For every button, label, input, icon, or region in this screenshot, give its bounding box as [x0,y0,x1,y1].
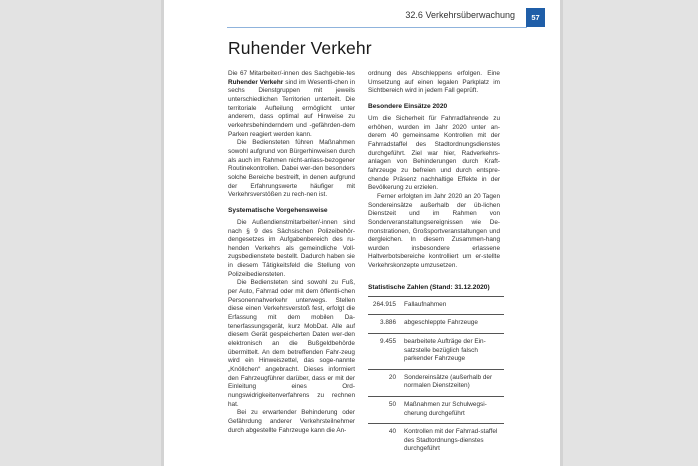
stat-value: 9.455 [380,337,396,345]
page-edge-right [560,0,563,466]
paragraph-measures: Die Bediensteten führen Maßnahmen sowohl aufgrund von Bürgerhinweisen durch als auch im Rahmen nicht-anlass-bezogener Routinekontrollen. Dabei wer-den besonders solche Bereiche bestreift, in denen aufgrund der Erfahrungswerte häufiger mit Verkehrsverstößen zu rech-nen ist. [228,139,355,199]
section-heading-systematic: Systematische Vorgehensweise [228,206,328,214]
stat-label: Maßnahmen zur Schulwegsi-cherung durchgeführt [404,400,487,417]
paragraph-towing: Bei zu erwartender Behinderung oder Gefährdung anderer Verkehrsteilnehmer durch abgestellte Fahrzeuge kann die An- [228,409,355,434]
stat-value: 3.886 [380,319,396,327]
table-row [368,396,504,423]
stat-value: 264.915 [372,300,396,308]
paragraph-procedure: Die Bediensteten sind sowohl zu Fuß, per Auto, Fahrrad oder mit dem öffentli-chen Personennahverkehr unterwegs. Stellen diese einen Verkehrsverstoß fest, erfolgt die Erfassung mit dem mobilen Da-tenerfassungsgerät, kurz MobDat. Alle auf diesem Gerät gespeicherten Daten wer-den elektronisch an die Bußgeldbehörde übermittelt. An dem betreffenden Fahr-zeug wird ein Hinweiszettel, das soge-nannte „Knöllchen“ angebracht. Dieses informiert den Fahrzeugführer darüber, dass er mit der Einleitung eines Ord-nungswidrigkeitenverfahrens zu rechnen hat. [228,279,355,408]
document-page [164,0,560,466]
stat-value: 40 [388,428,396,436]
stat-value: 50 [388,400,396,408]
paragraph-bicycle: Um die Sicherheit für Fahrradfahrende zu erhöhen, wurden im Jahr 2020 unter an-derem 40 gemeinsame Kontrollen mit der Fahrradstaffel des Stadtordnungsdienstes durchgeführt. Ziel war hier, Radverkehrs-anlagen von Behinderungen durch Kraft-fahrzeuge zu befreien und durch entspre-chende Präsenz nachhaltige Effekte in der Bevölkerung zu erzielen. [368,114,500,192]
stat-label: Kontrollen mit der Fahrrad-staffel des Stadtordnungs-dienstes durchgeführt [404,428,498,453]
stat-value: 20 [388,373,396,381]
table-row [368,369,504,396]
stat-label: abgeschleppte Fahrzeuge [404,319,478,327]
running-header [227,0,527,28]
section-heading-special: Besondere Einsätze 2020 [368,102,448,110]
paragraph-text: Die 67 Mitarbeiter/-innen des Sachgebie-tes [228,70,355,77]
table-row [368,296,504,315]
left-column [228,70,355,435]
stats-table [368,296,504,459]
paragraph-special-ops: Ferner erfolgten im Jahr 2020 an 20 Tagen Sondereinsätze außerhalb der üb-lichen Dienstzeit und im Rahmen von Sonderveranstaltungsereignissen wie De-monstrationen, Großsportveranstaltungen und dergleichen. In diesem Zusammen-hang wurden insbesondere erlassene Haltverbotsbereiche kontrolliert um er-stellte Verkehrskonzepte umzusetzen. [368,192,500,270]
table-row [368,333,504,369]
section-title: 32.6 Verkehrsüberwachung [405,10,515,20]
stat-label: Sondereinsätze (außerhalb der normalen Dienstzeiten) [404,373,493,390]
stat-label: bearbeitete Aufträge der Ein-satzstelle bezüglich falsch parkender Fahrzeuge [404,337,486,363]
stats-heading: Statistische Zahlen (Stand: 31.12.2020) [368,283,490,291]
paragraph-towing-cont: ordnung des Abschleppens erfolgen. Eine Umsetzung auf einen legalen Parkplatz im Sichtbereich wird in jedem Fall geprüft. [368,70,500,95]
table-row [368,424,504,459]
paragraph-text: sind im Wesentli-chen in sechs Dienstgruppen mit jeweils unterschiedlichen Territorien unterteilt. Die territoriale Aufteilung ermöglicht unter anderem, dass optimal auf Hinweise zu verkehrsbehinderndem und -gefährden-dem Parken reagiert werden kann. [228,78,355,138]
paragraph-legal-basis: Die Außendienstmitarbeiter/-innen sind nach § 9 des Sächsischen Polizeibehör-dengesetzes im Aufgabenbereich des ru-henden Verkehrs als gemeindliche Voll-zugsbedienstete bestellt. Dadurch haben sie in diesem Tätigkeitsfeld die Stellung von Polizeibediensteten. [228,218,355,278]
page-number-badge: 57 [526,8,545,27]
table-row [368,315,504,334]
page-title: Ruhender Verkehr [228,38,372,58]
stat-label: Fallaufnahmen [404,300,447,308]
right-column [368,70,500,459]
bold-term: Ruhender Verkehr [228,78,284,86]
paragraph-intro [228,70,355,139]
